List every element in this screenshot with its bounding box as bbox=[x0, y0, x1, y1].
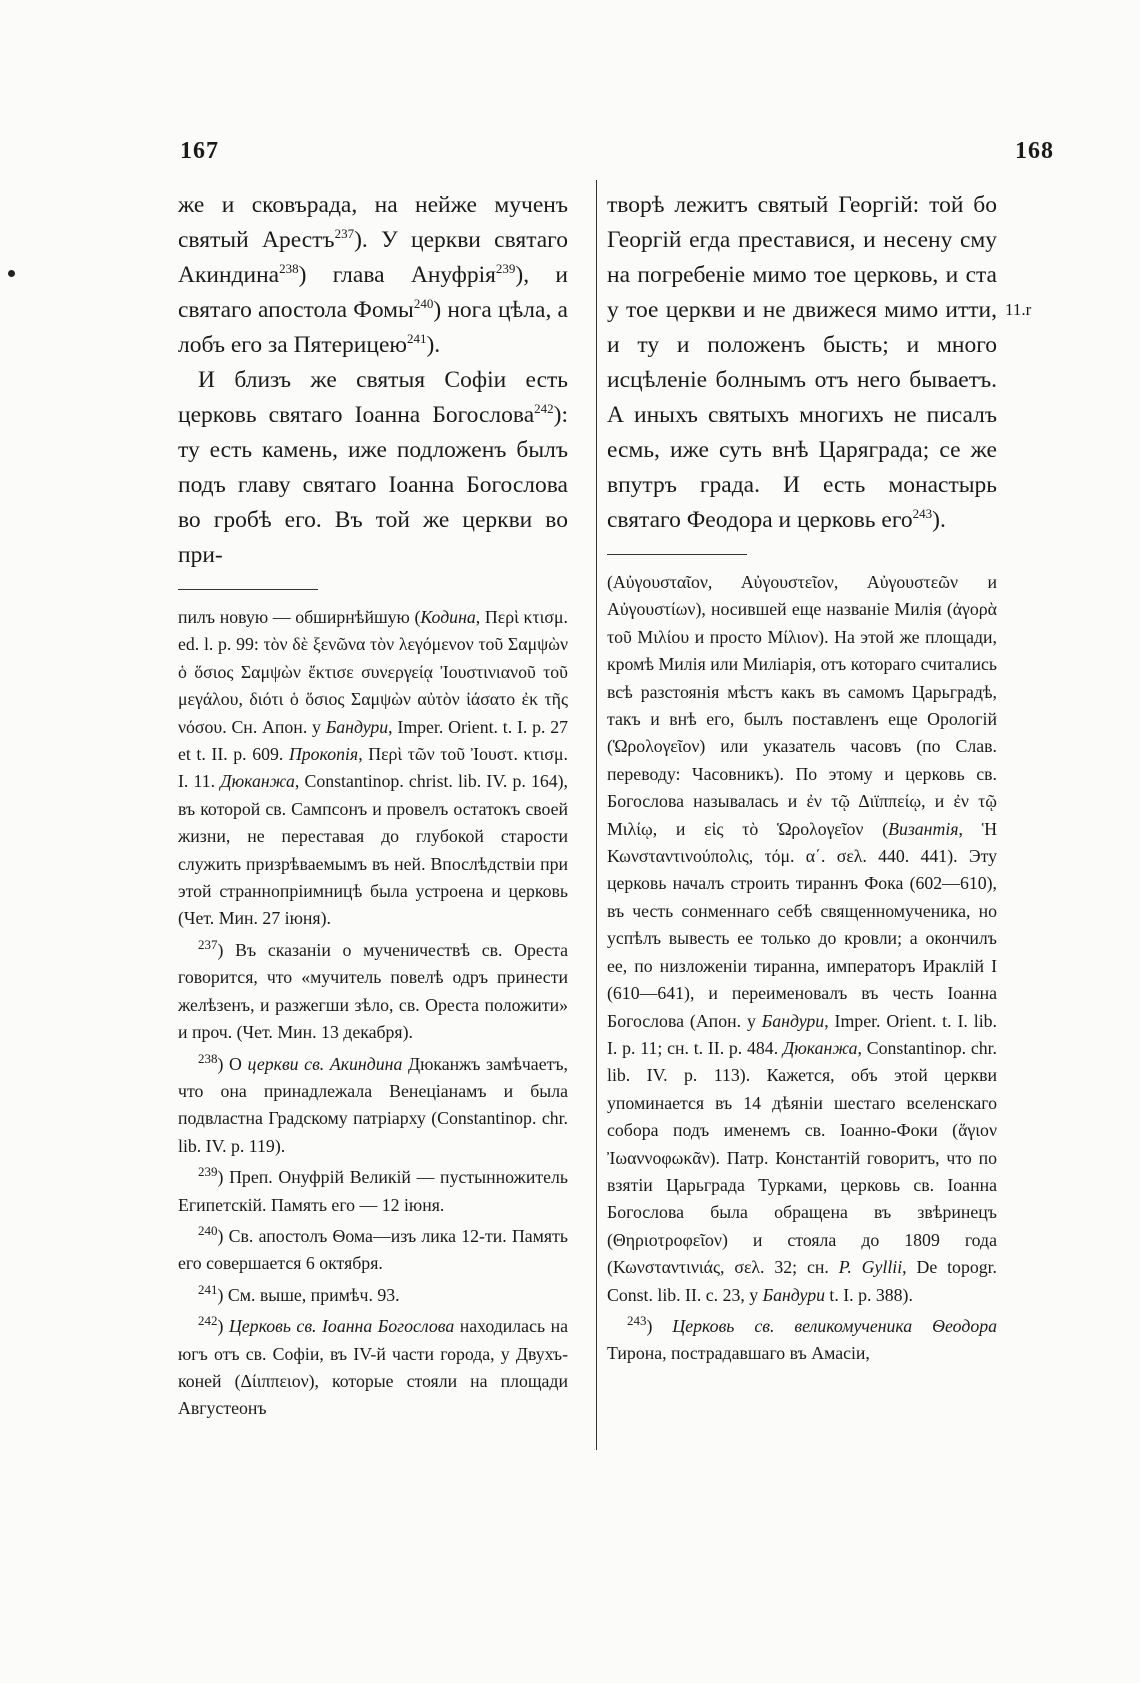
right-main-para-1: творѣ лежитъ святый Георгій: той бо Георгій егда преставися, и несену сму на погребеніе мимо тое церковь, и ста у тое церкви и не движеся мимо итти, и ту и положенъ бысть; и много исцѣленіе болнымъ отъ него бываетъ. А иныхъ святыхъ многихъ не писалъ есмь, иже суть внѣ Царяграда; се же впутръ града. И есть монастырь святаго Феодора и церковь его$^{243}$). bbox=[607, 192, 997, 533]
right-main-text bbox=[607, 188, 997, 538]
column-divider bbox=[596, 180, 597, 1450]
right-column bbox=[607, 188, 997, 1372]
footnote-rule-left bbox=[178, 589, 318, 590]
left-main-para-1: же и сковърада, на нейже мученъ святый Арестъ$^{237}$). У церкви святаго Акиндина$^{238}$) глава Ануфрія$^{239}$), и святаго апостола Фомы$^{240}$) нога цѣла, а лобъ его за Пятерицею$^{241}$). bbox=[178, 192, 569, 358]
footnote-237: $^{237}$) Въ сказаніи о мученичествѣ св. Ореста говорится, что «мучитель повелѣ одръ принести желѣзенъ, и разжегши зѣло, св. Ореста положити» и проч. (Чет. Мин. 13 декабря). bbox=[178, 936, 568, 1043]
footnote-241: $^{241}$) См. выше, примѣч. 93. bbox=[198, 1281, 400, 1305]
ink-spot bbox=[8, 270, 15, 277]
footnote-239: $^{239}$) Преп. Онуфрій Великій — пустынножитель Египетскій. Память его — 12 іюня. bbox=[178, 1164, 568, 1215]
footnote-continuation: пилъ новую — обширнѣйшую (Кодина, Περὶ κτισμ. ed. l. p. 99: τὸν δὲ ξενῶνα τὸν λεγόμενον τοῦ Σαμψὼν ὁ ὅσιος Σαμψὼν ἔκτισε συνεργείᾳ Ἰουστινιανοῦ τοῦ μεγάλου, διότι ὁ ὅσιος Σαμψὼν αὐτὸν ἰάσατο ἐκ τῆς νόσου. Сн. Апон. у Бандури, Imper. Orient. t. I. p. 27 et t. II. p. 609. Прокопія, Περὶ τῶν τοῦ Ἰουστ. κτισμ. I. 11. Дюканжа, Constantinop. christ. lib. IV. p. 164), въ которой св. Сампсонъ и провелъ остатокъ своей жизни, не переставая до глубокой старости служить призрѣваемымъ въ ней. Впослѣдствіи при этой страннопріимницѣ была устроена и церковь (Чет. Мин. 27 іюня). bbox=[178, 607, 569, 929]
footnote-238: $^{238}$) О церкви св. Акиндина Дюканжъ замѣчаетъ, что она принадлежала Венеціанамъ и была подвластна Градскому патріарху (Constantinop. chr. lib. IV. p. 119). bbox=[178, 1050, 569, 1156]
footnote-242: $^{242}$) Церковь св. Іоанна Богослова находилась на югъ отъ св. Софіи, въ IV-й части города, у Двухъ-коней (Δίιππειον), которые стояли на площади Августеонъ bbox=[178, 1313, 568, 1419]
left-main-text bbox=[178, 188, 568, 573]
footnote-240: $^{240}$) Св. апостолъ Ѳома—изъ лика 12-ти. Память его совершается 6 октября. bbox=[178, 1223, 568, 1274]
left-column bbox=[178, 188, 568, 1427]
left-main-para-2: И близъ же святыя Софіи есть церковь святаго Іоанна Богослова$^{242}$): ту есть камень, иже подложенъ былъ подъ главу святаго Іоанна Богослова во гробѣ его. Въ той же церкви во при- bbox=[178, 367, 568, 568]
page-number-right: 168 bbox=[1015, 138, 1054, 164]
footnote-243: $^{243}$) Церковь св. великомученика Ѳеодора Тирона, пострадавшаго въ Амасіи, bbox=[607, 1313, 997, 1364]
footnote-rule-right bbox=[607, 554, 747, 555]
footnote-242-continuation: (Αὐγουσταῖον, Αὐγουστεῖον, Αὐγουστεῶν и Αὐγουστίων), носившей еще названіе Милія (ἀγορὰ τοῦ Μιλίου и просто Μίλιον). На этой же площади, кромѣ Милія или Миліарія, отъ котораго считались всѣ разстоянія мѣстъ какъ въ самомъ Царьградѣ, такъ и внѣ его, былъ поставленъ еще Орологій (Ὡρολογεῖον) или указатель часовъ (по Слав. переводу: Часовникъ). По этому и церковь св. Богослова называлась и ἐν τῷ Διϊππείῳ, и ἐν τῷ Μιλίῳ, и εἰς τὸ Ὡρολογεῖον (Византія, Ἡ Κωνσταντινούπολις, τόμ. α΄. σελ. 440. 441). Эту церковь началъ строить тираннъ Фока (602—610), въ честь сонменнаго себѣ священномученика, но успѣлъ вывесть ее только до кровли; а окончилъ ее, по низложеніи тиранна, императоръ Ираклій I (610—641), и переименовалъ въ честь Іоанна Богослова (Апон. у Бандури, Imper. Orient. t. I. lib. I. p. 11; сн. t. II. p. 484. Дюканжа, Constantinop. chr. lib. IV. p. 113). Кажется, объ этой церкви упоминается въ 14 дѣяніи шестаго вселенскаго собора подъ именемъ св. Іоанно-Фоки (ἅγιον Ἰωαννοφωκᾶν). Патр. Константій говоритъ, что по взятіи Царьграда Турками, церковь св. Іоанна Богослова была обращена въ звѣринецъ (Θηριοτροφεῖον) и стояла до 1809 года (Κωνσταντινιάς, σελ. 32; сн. P. Gyllii, De topogr. Const. lib. II. c. 23, у Бандури t. I. p. 388). bbox=[607, 572, 998, 1305]
margin-mark: 11.r bbox=[1005, 300, 1032, 319]
left-footnotes bbox=[178, 604, 568, 1423]
right-footnotes bbox=[607, 569, 997, 1368]
page-number-left: 167 bbox=[180, 138, 219, 164]
